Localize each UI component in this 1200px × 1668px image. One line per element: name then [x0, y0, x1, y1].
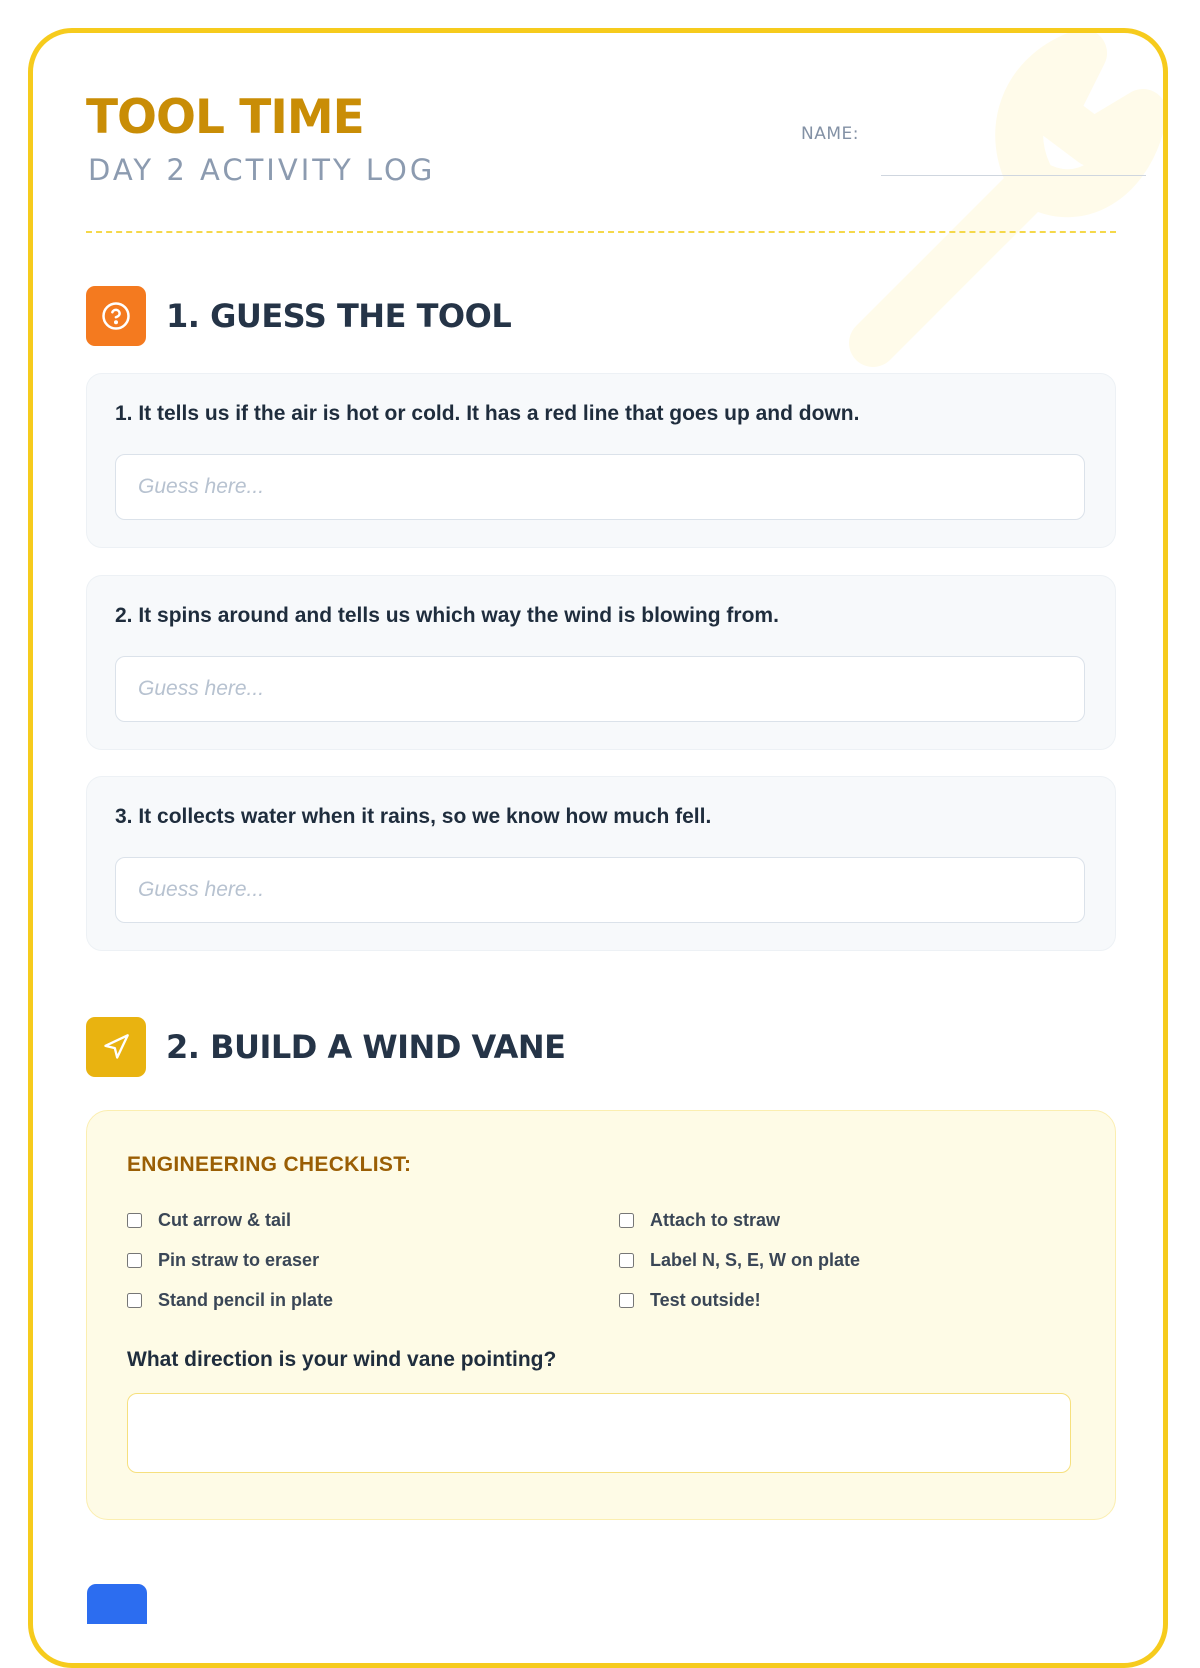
- checklist-item-label: Cut arrow & tail: [158, 1209, 292, 1230]
- name-label: NAME:: [801, 124, 859, 144]
- header-divider: [86, 231, 1116, 233]
- question-text: 2. It spins around and tells us which way the wind is blowing from.: [115, 604, 779, 627]
- checklist-item[interactable]: [127, 1288, 333, 1312]
- question-circle-icon: [86, 286, 146, 346]
- wind-vane-panel: [86, 1110, 1116, 1520]
- name-field[interactable]: [881, 149, 1146, 176]
- guess-input-2[interactable]: [115, 656, 1085, 722]
- checklist-item-label: Stand pencil in plate: [158, 1289, 334, 1310]
- worksheet-card: [28, 28, 1168, 1668]
- direction-input[interactable]: [127, 1393, 1071, 1473]
- checklist-item[interactable]: [619, 1248, 860, 1272]
- guess-input-1[interactable]: [115, 454, 1085, 520]
- section-title: 1. GUESS THE TOOL: [166, 297, 512, 335]
- section-title: 2. BUILD A WIND VANE: [166, 1028, 566, 1066]
- checkbox[interactable]: [127, 1213, 142, 1228]
- checkbox[interactable]: [619, 1253, 634, 1268]
- question-card: [86, 575, 1116, 750]
- page-subtitle: DAY 2 ACTIVITY LOG: [88, 153, 436, 187]
- checklist-item[interactable]: [619, 1208, 780, 1232]
- checklist-item-label: Attach to straw: [650, 1209, 781, 1230]
- checklist-item-label: Pin straw to eraser: [158, 1249, 320, 1270]
- checkbox[interactable]: [619, 1293, 634, 1308]
- checklist-title: ENGINEERING CHECKLIST:: [127, 1153, 412, 1176]
- checklist-item-label: Test outside!: [650, 1289, 761, 1310]
- checkbox[interactable]: [619, 1213, 634, 1228]
- checkbox[interactable]: [127, 1253, 142, 1268]
- checklist-item-label: Label N, S, E, W on plate: [650, 1249, 861, 1270]
- checklist-item[interactable]: [127, 1248, 319, 1272]
- question-text: 3. It collects water when it rains, so we know how much fell.: [115, 805, 712, 828]
- direction-question: What direction is your wind vane pointing?: [127, 1348, 557, 1371]
- checklist-item[interactable]: [619, 1288, 761, 1312]
- navigation-arrow-icon: [86, 1017, 146, 1077]
- section-icon: [87, 1584, 147, 1624]
- question-card: [86, 776, 1116, 951]
- checkbox[interactable]: [127, 1293, 142, 1308]
- page-title: TOOL TIME: [86, 90, 364, 145]
- section-guess-the-tool-header: [86, 286, 986, 346]
- checklist-item[interactable]: [127, 1208, 291, 1232]
- section-wind-vane-header: [86, 1017, 986, 1077]
- guess-input-3[interactable]: [115, 857, 1085, 923]
- header: [86, 88, 1116, 198]
- question-text: 1. It tells us if the air is hot or cold. It has a red line that goes up and down.: [115, 402, 860, 425]
- question-card: [86, 373, 1116, 548]
